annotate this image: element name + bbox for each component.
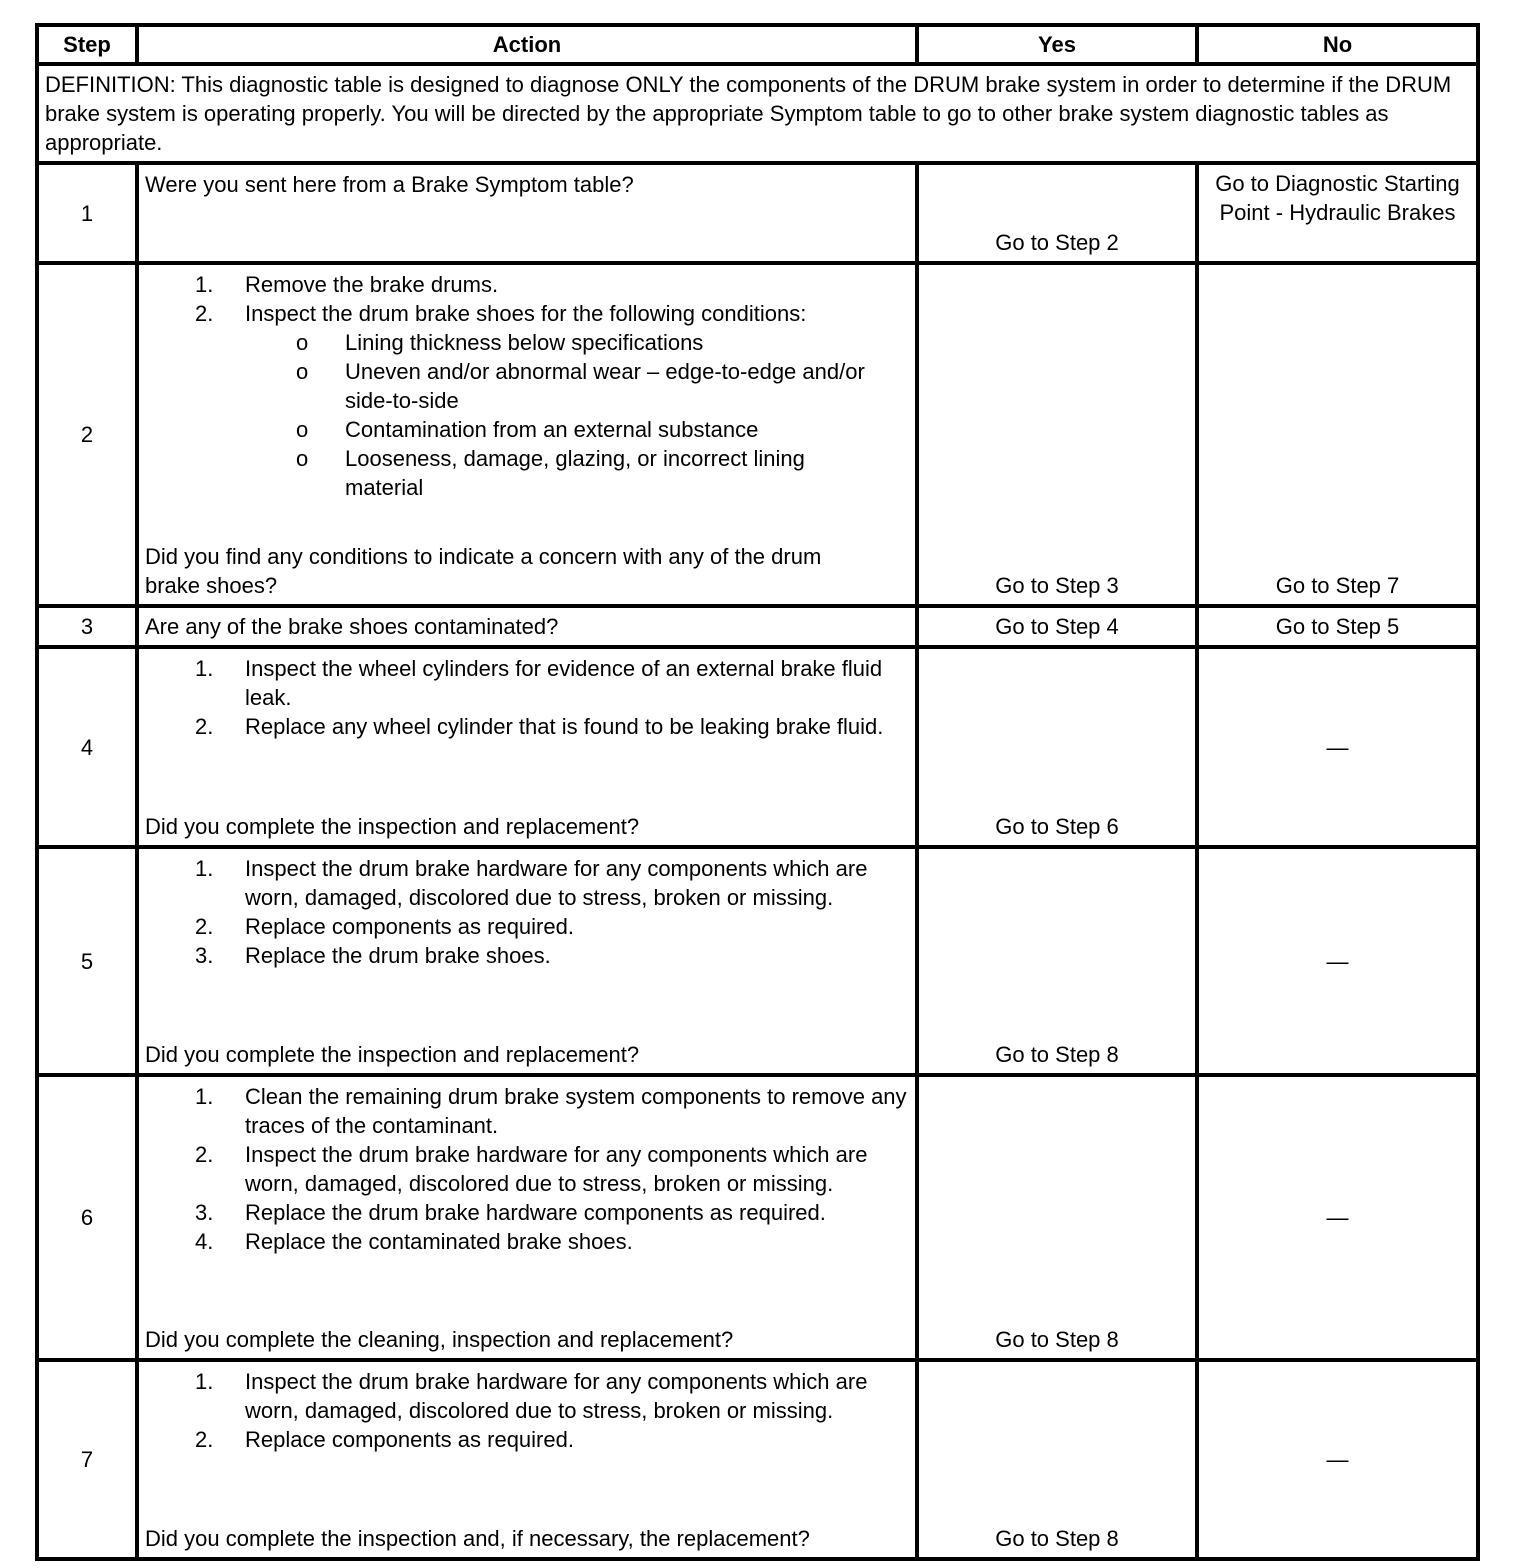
no-cell: Go to Diagnostic Starting Point - Hydraulic Brakes (1197, 163, 1478, 263)
yes-cell: Go to Step 8 (917, 847, 1197, 1075)
list-item: 2. Replace components as required. (195, 1427, 574, 1452)
yes-cell: Go to Step 8 (917, 1360, 1197, 1559)
definition-row (37, 64, 1478, 163)
question-text: Did you find any conditions to indicate a concern with any of the drum brake shoes? (145, 544, 822, 598)
header-yes: Yes (917, 25, 1197, 64)
sub-list-item: o Contamination from an external substance (296, 417, 759, 442)
step-number: 6 (37, 1075, 137, 1360)
list-item: 4. Replace the contaminated brake shoes. (195, 1229, 633, 1254)
table-row (37, 1360, 1478, 1559)
question-text: Did you complete the inspection and replacement? (145, 1042, 640, 1067)
list-item: 2. Replace any wheel cylinder that is found to be leaking brake fluid. (195, 714, 884, 739)
table-row (37, 1075, 1478, 1360)
step-number: 3 (37, 606, 137, 647)
header-no: No (1197, 25, 1478, 64)
no-cell: — (1197, 1360, 1478, 1559)
table-row (37, 847, 1478, 1075)
table-row (37, 163, 1478, 263)
no-cell: — (1197, 847, 1478, 1075)
list-item: 1. Clean the remaining drum brake system components to remove any traces of the contaminant. (195, 1084, 907, 1138)
list-item: 2. Inspect the drum brake shoes for the following conditions: (195, 301, 807, 326)
no-cell: Go to Step 5 (1197, 606, 1478, 647)
action-cell (137, 163, 917, 263)
list-item: 1. Inspect the drum brake hardware for any components which are worn, damaged, discolored due to stress, broken or missing. (195, 1369, 868, 1423)
step-number: 4 (37, 647, 137, 847)
step-number: 7 (37, 1360, 137, 1559)
list-item: 2. Inspect the drum brake hardware for any components which are worn, damaged, discolored due to stress, broken or missing. (195, 1142, 868, 1196)
list-item: 1. Inspect the wheel cylinders for evidence of an external brake fluid leak. (195, 656, 883, 710)
no-cell: Go to Step 7 (1197, 263, 1478, 606)
definition-text: DEFINITION: This diagnostic table is designed to diagnose ONLY the components of the DRUM brake system in order to determine if the DRUM brake system is operating properly. You will be directed by the appropriate Symptom table to go to other brake system diagnostic tables as appropriate. (37, 64, 1478, 163)
question-text: Did you complete the inspection and replacement? (145, 814, 640, 839)
sub-list-item: o Uneven and/or abnormal wear – edge-to-edge and/or side-to-side (296, 359, 865, 413)
list-item: 3. Replace the drum brake shoes. (195, 943, 551, 968)
sub-list-item: o Looseness, damage, glazing, or incorrect lining material (296, 446, 805, 500)
question-text: Did you complete the cleaning, inspection and replacement? (145, 1327, 734, 1352)
no-cell: — (1197, 647, 1478, 847)
action-cell (137, 1075, 917, 1360)
header-step: Step (37, 25, 137, 64)
yes-cell: Go to Step 8 (917, 1075, 1197, 1360)
yes-cell: Go to Step 4 (917, 606, 1197, 647)
question-text: Did you complete the inspection and, if necessary, the replacement? (145, 1526, 810, 1551)
step-number: 1 (37, 163, 137, 263)
list-item: 1. Remove the brake drums. (195, 272, 499, 297)
header-action: Action (137, 25, 917, 64)
sub-list-item: o Lining thickness below specifications (296, 330, 704, 355)
question-text: Are any of the brake shoes contaminated? (145, 614, 559, 639)
yes-cell: Go to Step 3 (917, 263, 1197, 606)
diagnostic-table (35, 23, 1480, 1561)
header-row (37, 25, 1478, 64)
action-cell (137, 847, 917, 1075)
list-item: 1. Inspect the drum brake hardware for any components which are worn, damaged, discolored due to stress, broken or missing. (195, 856, 868, 910)
yes-cell: Go to Step 6 (917, 647, 1197, 847)
table-row (37, 263, 1478, 606)
action-cell (137, 606, 917, 647)
action-cell (137, 263, 917, 606)
action-cell (137, 647, 917, 847)
list-item: 2. Replace components as required. (195, 914, 574, 939)
yes-cell: Go to Step 2 (917, 163, 1197, 263)
step-number: 5 (37, 847, 137, 1075)
table-row (37, 606, 1478, 647)
question-text: Were you sent here from a Brake Symptom table? (145, 172, 634, 197)
action-cell (137, 1360, 917, 1559)
table-row (37, 647, 1478, 847)
no-cell: — (1197, 1075, 1478, 1360)
step-number: 2 (37, 263, 137, 606)
list-item: 3. Replace the drum brake hardware components as required. (195, 1200, 826, 1225)
